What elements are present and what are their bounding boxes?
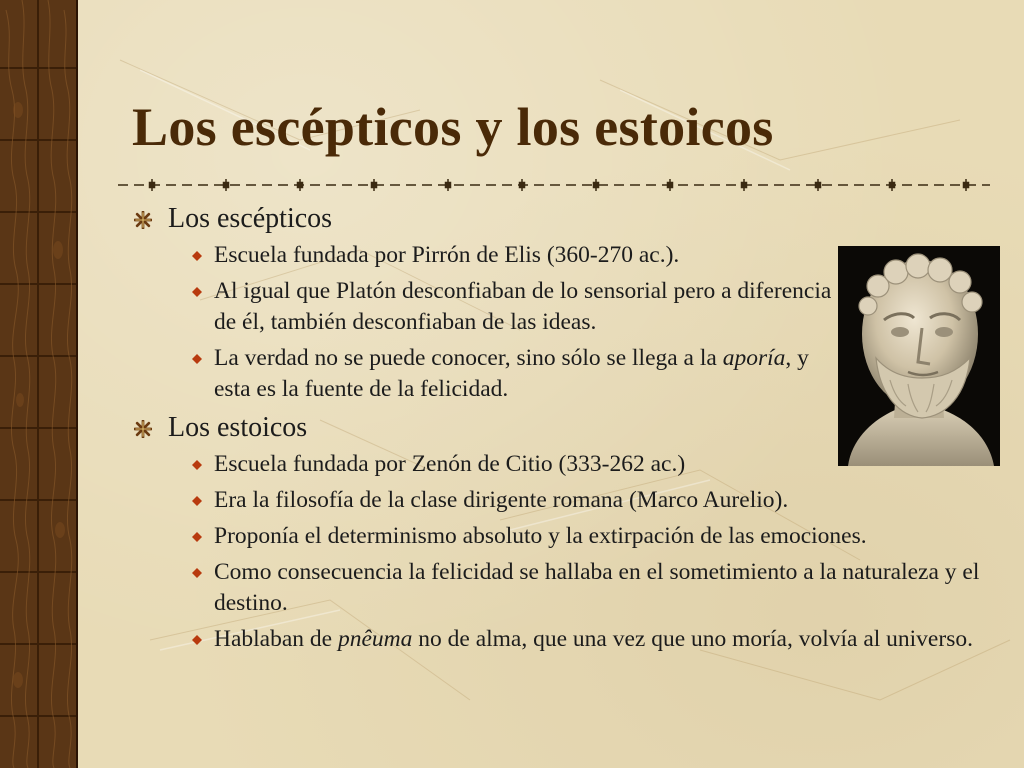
- list-item-text: Al igual que Platón desconfiaban de lo sensorial pero a diferencia de él, también desconfiaban de las ideas.: [214, 278, 832, 335]
- star-icon: [134, 211, 152, 229]
- diamond-icon: [192, 251, 202, 261]
- list-item-text-before: Hablaban de: [214, 626, 338, 652]
- list-item: [130, 485, 1000, 516]
- list-item: [130, 521, 1000, 552]
- diamond-icon: [192, 635, 202, 645]
- diamond-icon: [192, 496, 202, 506]
- diamond-icon: [192, 354, 202, 364]
- section-heading-label: Los estoicos: [168, 412, 308, 443]
- bust-portrait-image: [838, 246, 1000, 466]
- star-icon: [134, 420, 152, 438]
- slide-title: Los escépticos y los estoicos: [132, 97, 774, 157]
- list-item: [130, 240, 834, 271]
- italic-term: aporía: [722, 345, 786, 371]
- list-item: [130, 557, 1000, 619]
- list-item-text-after: no de alma, que una vez que uno moría, volvía al universo.: [412, 626, 973, 652]
- title-divider: [118, 177, 990, 193]
- list-item: [130, 343, 834, 405]
- list-item-text: Proponía el determinismo absoluto y la extirpación de las emociones.: [214, 523, 867, 549]
- list-item-text: Escuela fundada por Zenón de Citio (333-262 ac.): [214, 451, 686, 477]
- list-item-text: Como consecuencia la felicidad se hallaba en el sometimiento a la naturaleza y el destino.: [214, 559, 980, 616]
- section-heading-escepticos: [130, 202, 1000, 236]
- diamond-icon: [192, 532, 202, 542]
- list-item-text: Escuela fundada por Pirrón de Elis (360-270 ac.).: [214, 242, 680, 268]
- diamond-icon: [192, 460, 202, 470]
- list-item-text-after: , y esta es la fuente de la felicidad.: [214, 345, 809, 402]
- diamond-icon: [192, 287, 202, 297]
- diamond-icon: [192, 568, 202, 578]
- section-heading-label: Los escépticos: [168, 203, 333, 234]
- list-item: [130, 624, 1000, 655]
- italic-term: pnêuma: [337, 626, 413, 652]
- wood-sidebar: [0, 0, 78, 768]
- bullet-list-estoicos: [130, 449, 1000, 655]
- list-item: [130, 276, 834, 338]
- list-item-text: Era la filosofía de la clase dirigente romana (Marco Aurelio).: [214, 487, 789, 513]
- list-item-text-before: La verdad no se puede conocer, sino sólo se llega a la: [214, 345, 723, 371]
